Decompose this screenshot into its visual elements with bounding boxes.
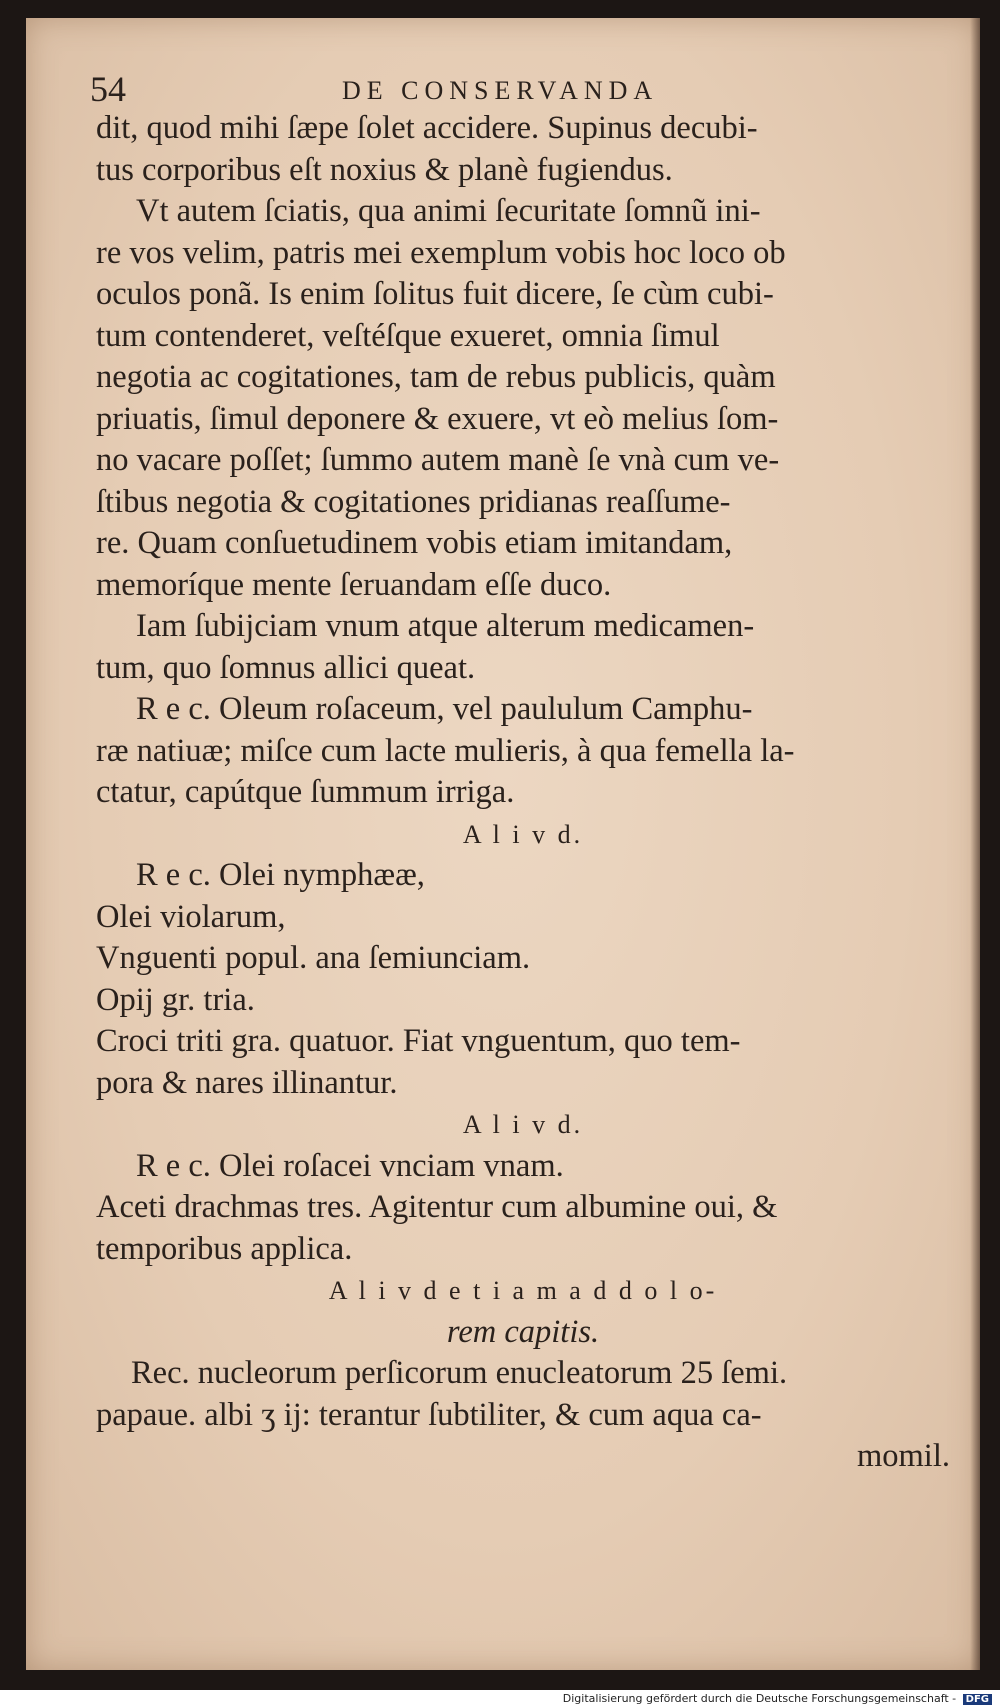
credit-text: Digitalisierung gefördert durch die Deutsche Forschungsgemeinschaft - bbox=[562, 1692, 957, 1705]
text-line: Iam ſubijciam vnum atque alterum medicamen- bbox=[136, 608, 755, 644]
text-line: negotia ac cogitationes, tam de rebus publicis, quàm bbox=[96, 359, 776, 395]
recipe-line: R e c. Oleum roſaceum, vel paululum Camphu- bbox=[136, 691, 753, 727]
text-line: memoríque mente ſeruandam eſſe duco. bbox=[96, 566, 612, 603]
recipe-line: papaue. albi ʒ ij: terantur ſubtiliter, & cum aqua ca- bbox=[96, 1396, 762, 1433]
text-line: re. Quam conſuetudinem vobis etiam imitandam, bbox=[96, 525, 733, 561]
recipe-line: Opij gr. tria. bbox=[96, 981, 255, 1018]
recipe-line: Aceti drachmas tres. Agitentur cum albumine oui, & bbox=[96, 1189, 778, 1225]
page-spine-shadow bbox=[970, 18, 980, 1670]
page-number: 54 bbox=[90, 69, 126, 109]
text-line: no vacare poſſet; ſummo autem manè ſe vnà cum ve- bbox=[96, 442, 780, 478]
digitization-credit bbox=[563, 1692, 992, 1705]
recipe-line: R e c. Olei nymphææ, bbox=[136, 857, 425, 893]
section-heading: A l i v d. bbox=[462, 1110, 584, 1139]
section-heading: A l i v d. bbox=[462, 819, 584, 849]
text-line: re vos velim, patris mei exemplum vobis hoc loco ob bbox=[96, 234, 786, 271]
text-line: tum, quo ſomnus allici queat. bbox=[96, 649, 476, 686]
recipe-line: Croci triti gra. quatuor. Fiat vnguentum, quo tem- bbox=[96, 1023, 741, 1059]
catchword: momil. bbox=[857, 1438, 950, 1474]
page-text bbox=[96, 108, 950, 1478]
running-head: DE CONSERVANDA bbox=[342, 76, 659, 105]
recipe-line: ctatur, capútque ſummum irriga. bbox=[96, 774, 515, 810]
text-line: tum contenderet, veſtéſque exueret, omnia ſimul bbox=[96, 317, 720, 354]
text-line: Vt autem ſciatis, qua animi ſecuritate ſomnũ ini- bbox=[136, 193, 761, 229]
text-line: priuatis, ſimul deponere & exuere, vt eò melius ſom- bbox=[96, 400, 779, 437]
text-line: dit, quod mihi ſæpe ſolet accidere. Supinus decubi- bbox=[96, 110, 758, 146]
section-heading: A l i v d e t i a m a d d o l o- bbox=[328, 1276, 718, 1305]
recipe-line: pora & nares illinantur. bbox=[96, 1064, 398, 1101]
recipe-line: Rec. nucleorum perſicorum enucleatorum 25 ſemi. bbox=[131, 1355, 788, 1391]
page-header bbox=[90, 54, 940, 114]
dfg-logo: DFG bbox=[963, 1694, 992, 1705]
recipe-line: R e c. Olei roſacei vnciam vnam. bbox=[136, 1147, 564, 1184]
recipe-line: ræ natiuæ; miſce cum lacte mulieris, à qua femella la- bbox=[96, 732, 795, 769]
text-line: ſtibus negotia & cogitationes pridianas reaſſume- bbox=[96, 483, 731, 520]
recipe-line: temporibus applica. bbox=[96, 1230, 353, 1267]
text-line: oculos ponã. Is enim ſolitus fuit dicere, ſe cùm cubi- bbox=[96, 276, 774, 312]
recipe-line: Vnguenti popul. ana ſemiunciam. bbox=[96, 940, 531, 976]
recipe-line: Olei violarum, bbox=[96, 898, 286, 935]
section-heading-italic: rem capitis. bbox=[446, 1313, 600, 1350]
text-line: tus corporibus eſt noxius & planè fugiendus. bbox=[96, 151, 673, 188]
